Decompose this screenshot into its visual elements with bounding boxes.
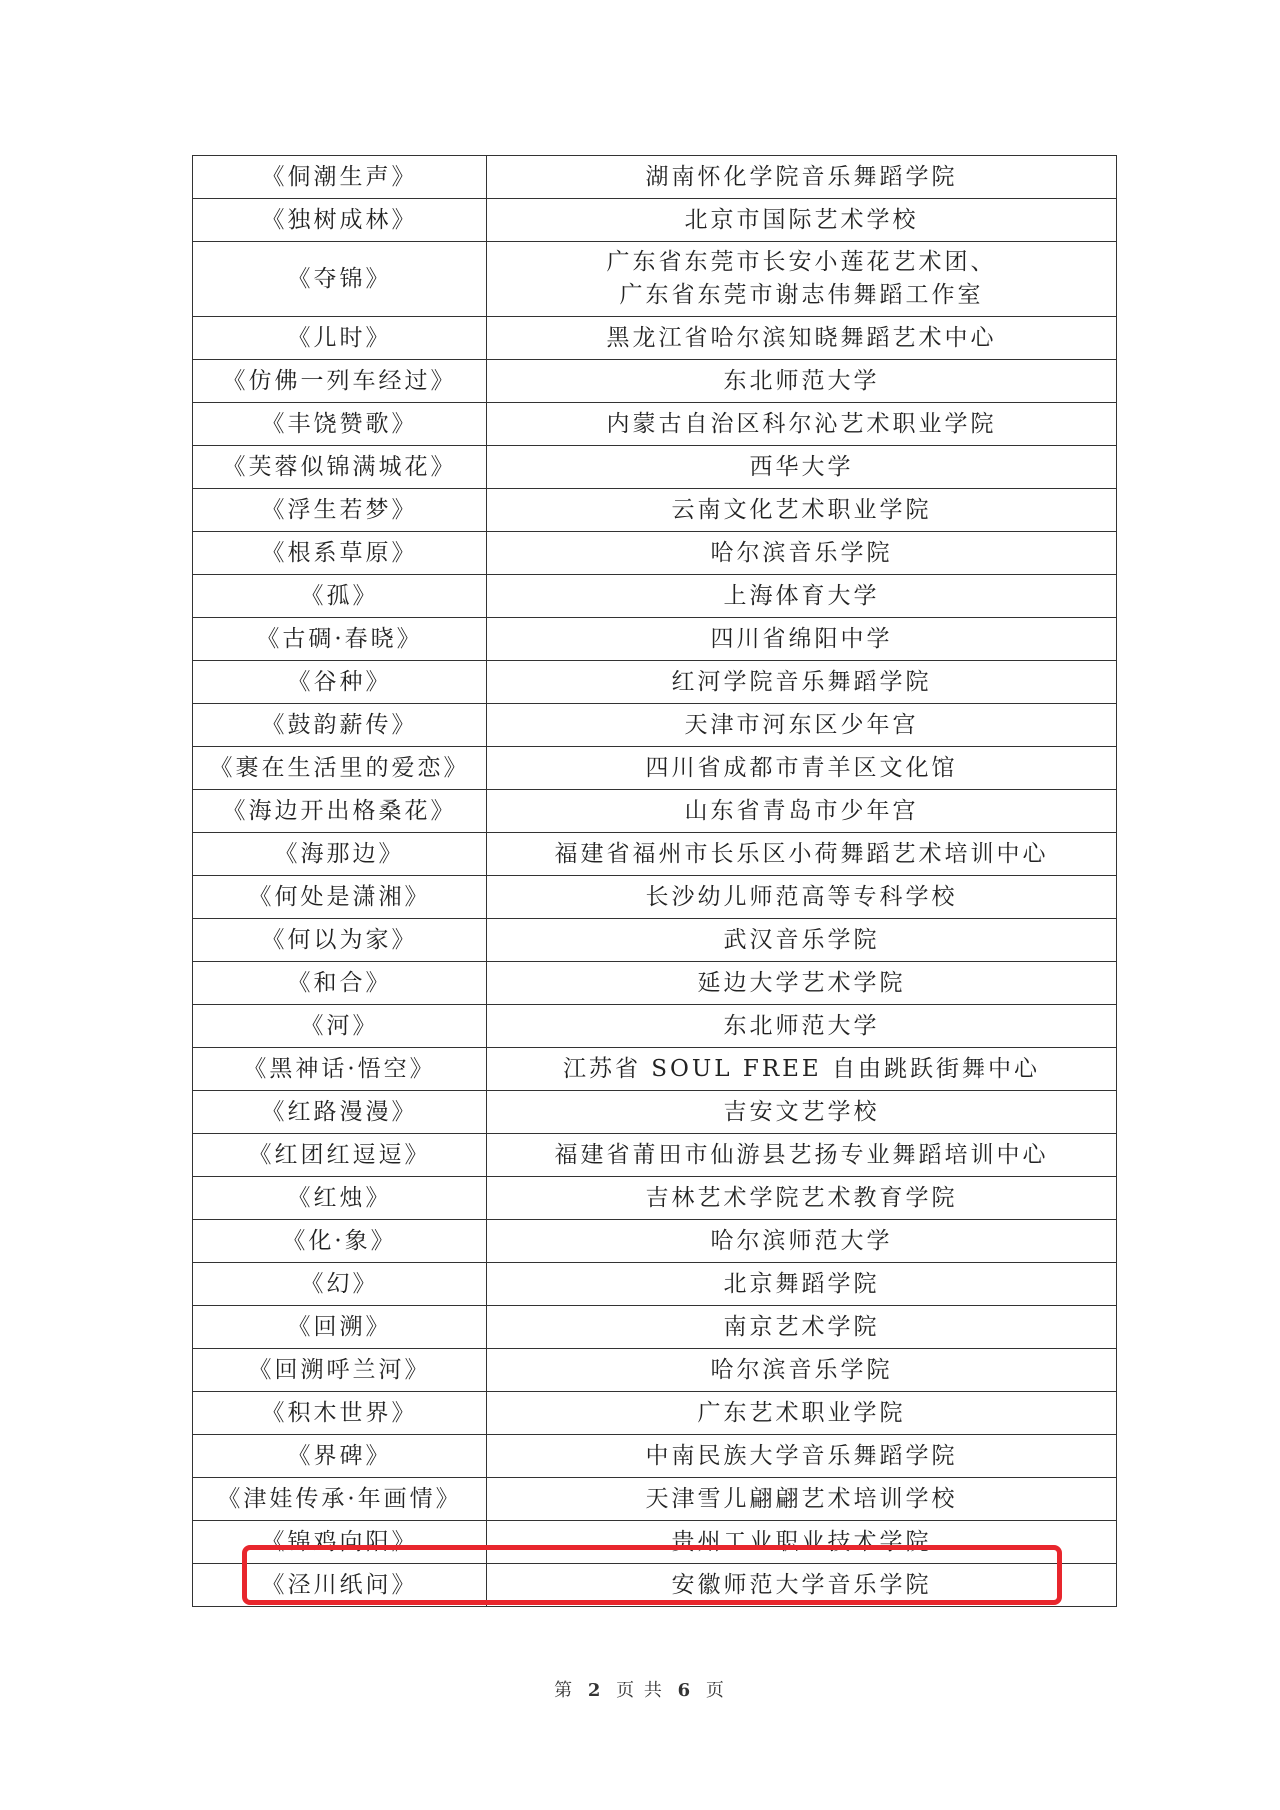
work-title-cell: 《儿时》 [193,317,487,360]
table-row [193,1220,1117,1263]
organization-name: 哈尔滨音乐学院 [710,539,893,566]
organization-cell [487,1220,1117,1263]
organization-cell [487,1435,1117,1478]
work-title-cell: 《红路漫漫》 [193,1091,487,1134]
table-row [193,156,1117,199]
footer-middle: 页 共 [616,1680,664,1701]
work-title-cell: 《仿佛一列车经过》 [193,360,487,403]
organization-name: 四川省成都市青羊区文化馆 [645,754,958,781]
work-title-cell: 《津娃传承·年画情》 [193,1478,487,1521]
organization-cell [487,919,1117,962]
organization-cell [487,532,1117,575]
organization-name: 东北师范大学 [723,367,880,394]
table-row [193,1306,1117,1349]
organization-cell [487,1263,1117,1306]
table-row [193,618,1117,661]
organization-cell [487,833,1117,876]
table-row [193,833,1117,876]
organization-cell [487,575,1117,618]
organization-name: 北京舞蹈学院 [723,1270,880,1297]
work-title-cell: 《丰饶赞歌》 [193,403,487,446]
organization-name: 内蒙古自治区科尔沁艺术职业学院 [606,410,997,437]
organization-cell [487,1349,1117,1392]
organization-cell [487,704,1117,747]
footer-prefix: 第 [554,1680,575,1701]
organization-name: 湖南怀化学院音乐舞蹈学院 [645,163,958,190]
table-row [193,575,1117,618]
table-row [193,1392,1117,1435]
work-title-cell: 《根系草原》 [193,532,487,575]
organization-cell [487,489,1117,532]
work-title-cell: 《鼓韵薪传》 [193,704,487,747]
organization-name: 山东省青岛市少年宫 [684,797,919,824]
table-row [193,962,1117,1005]
organization-cell [487,661,1117,704]
organization-cell [487,790,1117,833]
table-row [193,661,1117,704]
organization-cell [487,317,1117,360]
organization-name: 长沙幼儿师范高等专科学校 [645,883,958,910]
organization-cell [487,199,1117,242]
work-title-cell: 《海那边》 [193,833,487,876]
table-row [193,1435,1117,1478]
organization-cell [487,962,1117,1005]
work-title-cell: 《锦鸡向阳》 [193,1521,487,1564]
table-row [193,876,1117,919]
organization-name: 福建省福州市长乐区小荷舞蹈艺术培训中心 [554,840,1049,867]
work-title-cell: 《裹在生活里的爱恋》 [193,747,487,790]
work-title-cell: 《和合》 [193,962,487,1005]
organization-cell [487,1134,1117,1177]
organization-cell [487,618,1117,661]
organization-cell [487,1392,1117,1435]
organization-name: 哈尔滨音乐学院 [710,1356,893,1383]
work-title-cell: 《夺锦》 [193,242,487,317]
organization-name: 武汉音乐学院 [723,926,880,953]
table-row [193,446,1117,489]
organization-name: 黑龙江省哈尔滨知晓舞蹈艺术中心 [606,324,997,351]
footer-suffix: 页 [705,1680,726,1701]
organization-name: 北京市国际艺术学校 [684,206,919,233]
organization-name: 南京艺术学院 [723,1313,880,1340]
footer-total-pages: 6 [677,1680,693,1701]
work-title-cell: 《回溯》 [193,1306,487,1349]
work-title-cell: 《幻》 [193,1263,487,1306]
work-title-cell: 《侗潮生声》 [193,156,487,199]
work-title-cell: 《积木世界》 [193,1392,487,1435]
organization-name: 西华大学 [749,453,854,480]
entries-table [192,155,1117,1607]
page-footer [0,1676,1280,1702]
organization-name: 广东省东莞市长安小莲花艺术团、 [606,249,997,275]
organization-name: 吉安文艺学校 [723,1098,880,1125]
work-title-cell: 《红烛》 [193,1177,487,1220]
organization-cell [487,1177,1117,1220]
organization-name: 延边大学艺术学院 [697,969,906,996]
organization-name: 四川省绵阳中学 [710,625,893,652]
organization-name: 云南文化艺术职业学院 [671,496,932,523]
work-title-cell: 《黑神话·悟空》 [193,1048,487,1091]
table-row [193,1005,1117,1048]
organization-name: 天津市河东区少年宫 [684,711,919,738]
work-title-cell: 《化·象》 [193,1220,487,1263]
organization-cell [487,242,1117,317]
organization-cell [487,446,1117,489]
organization-cell [487,403,1117,446]
work-title-cell: 《芙蓉似锦满城花》 [193,446,487,489]
work-title-cell: 《海边开出格桑花》 [193,790,487,833]
organization-name: 红河学院音乐舞蹈学院 [671,668,932,695]
organization-cell [487,156,1117,199]
table-row [193,242,1117,317]
table-row [193,489,1117,532]
organization-cell [487,1306,1117,1349]
table-row [193,532,1117,575]
table-row [193,790,1117,833]
work-title-cell: 《界碑》 [193,1435,487,1478]
table-row [193,317,1117,360]
table-row [193,919,1117,962]
organization-name: 江苏省 SOUL FREE 自由跳跃街舞中心 [562,1055,1041,1082]
organization-name: 广东艺术职业学院 [697,1399,906,1426]
organization-name: 安徽师范大学音乐学院 [671,1571,932,1598]
organization-cell [487,1521,1117,1564]
table-row [193,403,1117,446]
organization-name: 吉林艺术学院艺术教育学院 [645,1184,958,1211]
work-title-cell: 《河》 [193,1005,487,1048]
footer-page-number: 2 [587,1680,603,1701]
table-row [193,199,1117,242]
work-title-cell: 《红团红逗逗》 [193,1134,487,1177]
table-row [193,1048,1117,1091]
table-row [193,747,1117,790]
table-row [193,1349,1117,1392]
work-title-cell: 《何以为家》 [193,919,487,962]
work-title-cell: 《独树成林》 [193,199,487,242]
organization-cell [487,360,1117,403]
organization-cell [487,876,1117,919]
table-row [193,1177,1117,1220]
organization-name: 福建省莆田市仙游县艺扬专业舞蹈培训中心 [554,1141,1049,1168]
organization-cell [487,1048,1117,1091]
work-title-cell: 《古碉·春晓》 [193,618,487,661]
organization-name: 哈尔滨师范大学 [710,1227,893,1254]
organization-cell [487,1005,1117,1048]
organization-cell [487,1091,1117,1134]
organization-cell [487,1478,1117,1521]
table-row [193,1521,1117,1564]
organization-name: 广东省东莞市谢志伟舞蹈工作室 [619,282,984,308]
organization-cell [487,747,1117,790]
work-title-cell: 《何处是潇湘》 [193,876,487,919]
organization-cell [487,1564,1117,1607]
table-row [193,1263,1117,1306]
organization-name: 上海体育大学 [723,582,880,609]
table-row [193,1564,1117,1607]
table-row [193,1091,1117,1134]
work-title-cell: 《孤》 [193,575,487,618]
work-title-cell: 《浮生若梦》 [193,489,487,532]
table-row [193,704,1117,747]
table-row [193,1134,1117,1177]
work-title-cell: 《谷种》 [193,661,487,704]
work-title-cell: 《回溯呼兰河》 [193,1349,487,1392]
work-title-cell: 《泾川纸问》 [193,1564,487,1607]
organization-name: 中南民族大学音乐舞蹈学院 [645,1442,958,1469]
table-row [193,1478,1117,1521]
organization-name: 天津雪儿翩翩艺术培训学校 [645,1485,958,1512]
organization-name: 东北师范大学 [723,1012,880,1039]
organization-name: 贵州工业职业技术学院 [671,1528,932,1555]
table-row [193,360,1117,403]
entries-table-body [193,156,1117,1607]
